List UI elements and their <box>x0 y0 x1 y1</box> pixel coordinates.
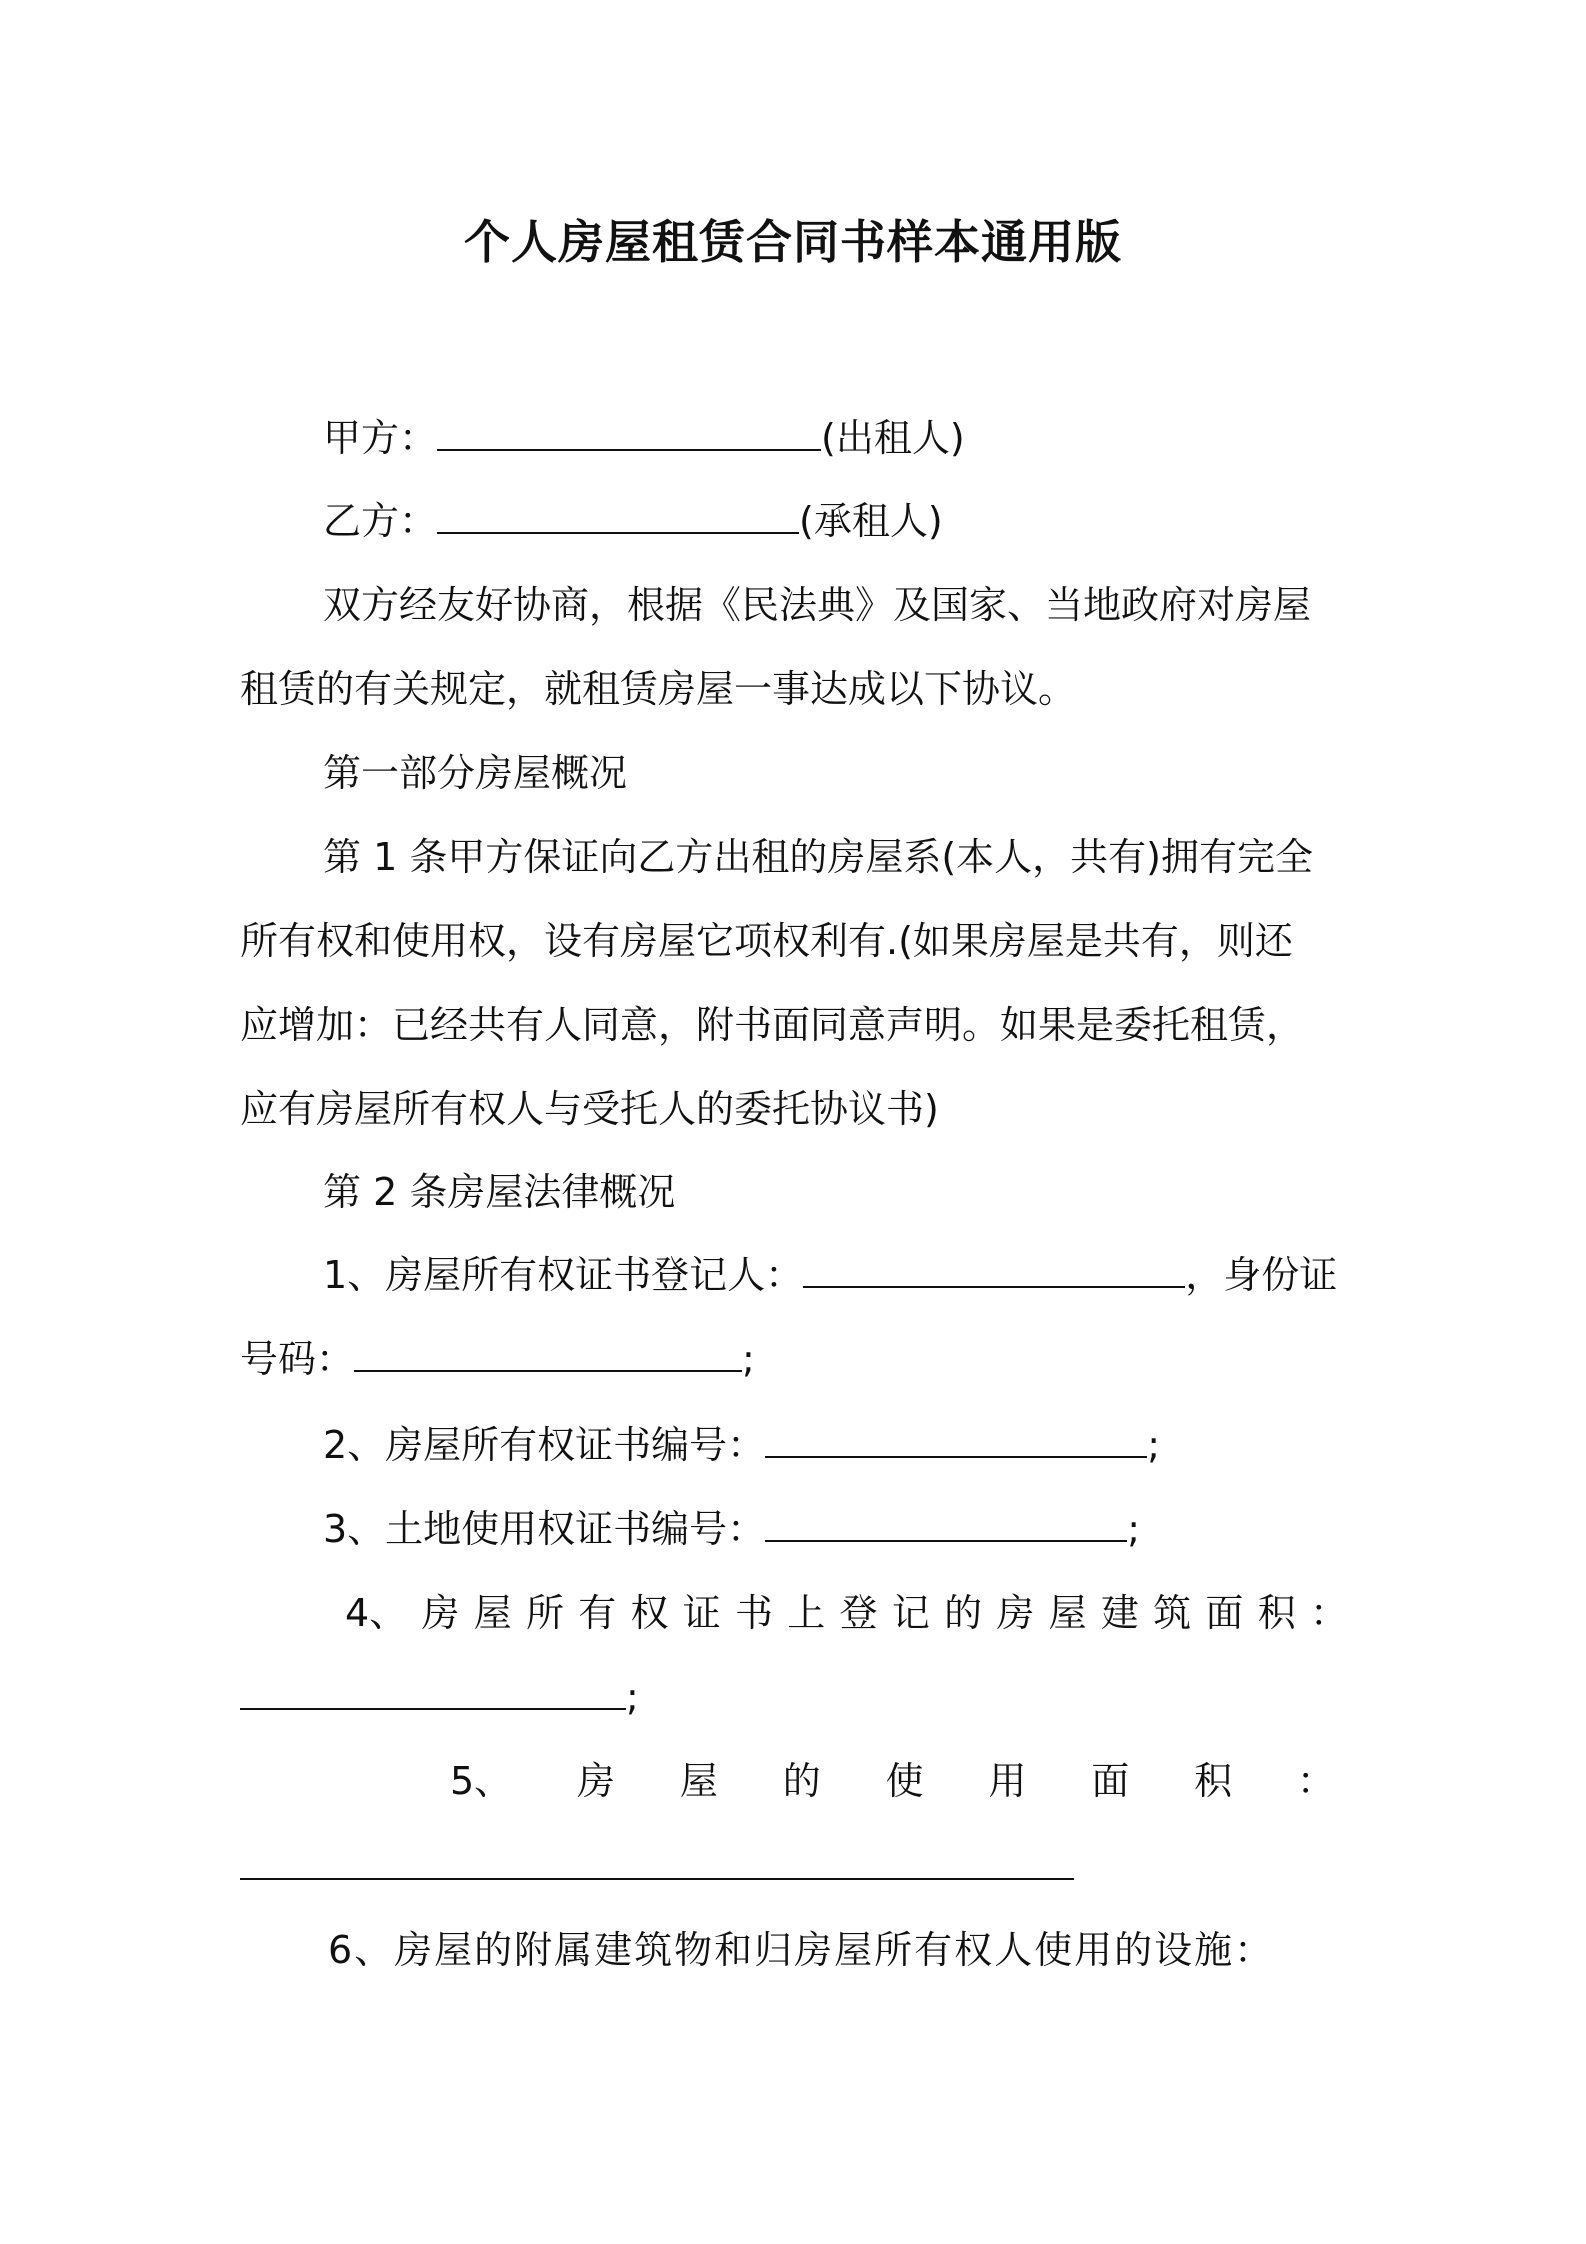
item-4-line <box>345 1588 1348 1638</box>
item-4-char: 权 <box>630 1591 669 1635</box>
item-3-label: 3、土地使用权证书编号： <box>323 1507 766 1551</box>
item-4-char: 房 <box>421 1591 460 1635</box>
item-1-semicolon: ; <box>742 1337 755 1381</box>
article-1-line-4: 应有房屋所有权人与受托人的委托协议书) <box>240 1087 939 1131</box>
item-6-line: 6、房屋的附属建筑物和归房屋所有权人使用的设施： <box>328 1928 1275 1972</box>
item-5-char: 使 <box>885 1759 924 1803</box>
article-1-line-1: 第 1 条甲方保证向乙方出租的房屋系(本人，共有)拥有完全 <box>323 835 1313 879</box>
item-1-blank <box>803 1256 1185 1288</box>
item-2-blank <box>765 1426 1147 1458</box>
party-a-line <box>323 413 965 463</box>
article-2-heading: 第 2 条房屋法律概况 <box>323 1170 676 1214</box>
item-2-semicolon: ; <box>1147 1423 1160 1467</box>
id-number-blank <box>354 1340 742 1372</box>
document-title: 个人房屋租赁合同书样本通用版 <box>464 215 1122 269</box>
item-4-char: 上 <box>787 1591 826 1635</box>
item-5-char: 积 <box>1194 1759 1233 1803</box>
party-b-blank <box>437 502 799 534</box>
party-a-role: (出租人) <box>821 416 965 460</box>
item-3-semicolon: ; <box>1127 1507 1140 1551</box>
party-b-role: (承租人) <box>799 499 943 543</box>
item-4-line-2 <box>240 1672 639 1722</box>
item-2-label: 2、房屋所有权证书编号： <box>323 1423 766 1467</box>
party-b-label: 乙方： <box>323 499 438 543</box>
item-4-char: 4、 <box>345 1591 408 1635</box>
item-4-char: 有 <box>578 1591 617 1635</box>
item-4-char: 登 <box>839 1591 878 1635</box>
item-1-line-1 <box>323 1250 1337 1300</box>
item-5-char: 屋 <box>679 1759 718 1803</box>
item-5-char: 5、 <box>450 1759 513 1803</box>
item-4-char: 面 <box>1205 1591 1244 1635</box>
item-5-char: 用 <box>988 1759 1027 1803</box>
item-5-line-2 <box>240 1842 1074 1892</box>
item-4-char: 房 <box>996 1591 1035 1635</box>
item-5-char: ： <box>1296 1759 1335 1803</box>
item-4-char: 证 <box>682 1591 721 1635</box>
item-4-char: 屋 <box>473 1591 512 1635</box>
item-4-char: ： <box>1309 1591 1348 1635</box>
item-4-char: 的 <box>944 1591 983 1635</box>
item-2-line <box>323 1420 1160 1470</box>
article-1-line-3: 应增加：已经共有人同意，附书面同意声明。如果是委托租赁， <box>240 1003 1305 1047</box>
party-a-blank <box>437 419 821 451</box>
item-4-char: 积 <box>1257 1591 1296 1635</box>
item-4-blank <box>240 1678 626 1710</box>
item-3-blank <box>765 1510 1127 1542</box>
article-1-line-2: 所有权和使用权，设有房屋它项权利有.(如果房屋是共有，则还 <box>240 919 1293 963</box>
item-4-char: 建 <box>1100 1591 1139 1635</box>
party-b-line <box>323 496 943 546</box>
item-1-label: 1、房屋所有权证书登记人： <box>323 1253 804 1297</box>
item-1-line-2 <box>240 1334 755 1384</box>
party-a-label: 甲方： <box>323 416 438 460</box>
item-4-char: 记 <box>891 1591 930 1635</box>
item-4-char: 屋 <box>1048 1591 1087 1635</box>
item-5-char: 房 <box>577 1759 616 1803</box>
id-number-label: 号码： <box>240 1337 355 1381</box>
intro-line-1: 双方经友好协商，根据《民法典》及国家、当地政府对房屋 <box>323 583 1312 627</box>
item-5-char: 面 <box>1091 1759 1130 1803</box>
item-5-char: 的 <box>782 1759 821 1803</box>
item-4-char: 所 <box>525 1591 564 1635</box>
item-4-char: 筑 <box>1153 1591 1192 1635</box>
item-3-line <box>323 1504 1140 1554</box>
part1-heading: 第一部分房屋概况 <box>323 751 628 795</box>
item-4-char: 书 <box>735 1591 774 1635</box>
item-4-semicolon: ; <box>626 1675 639 1719</box>
item-5-blank <box>240 1848 1074 1880</box>
item-1-tail: ，身份证 <box>1185 1253 1338 1297</box>
intro-line-2: 租赁的有关规定，就租赁房屋一事达成以下协议。 <box>240 667 1077 711</box>
item-5-line <box>450 1756 1335 1806</box>
